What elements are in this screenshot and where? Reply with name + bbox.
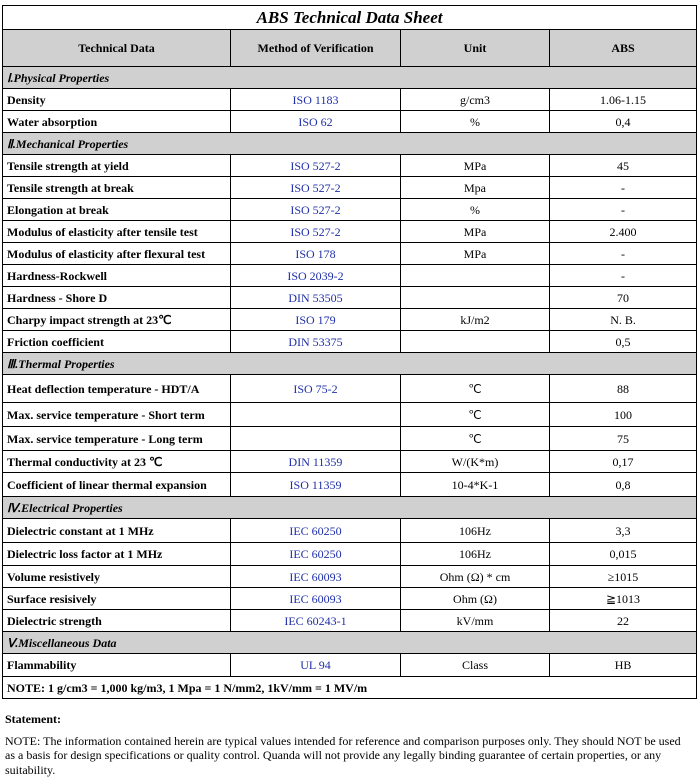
- abs-value: 0,4: [550, 111, 697, 133]
- abs-value: 0,17: [550, 451, 697, 473]
- table-row: [3, 265, 697, 287]
- property-name: Elongation at break: [3, 199, 231, 221]
- verification-method: ISO 62: [231, 111, 401, 133]
- table-row: [3, 243, 697, 265]
- table-row: [3, 473, 697, 497]
- abs-value: N. B.: [550, 309, 697, 331]
- property-name: Dielectric strength: [3, 610, 231, 632]
- table-row: [3, 519, 697, 543]
- property-name: Density: [3, 89, 231, 111]
- statement-text: NOTE: The information contained herein are typical values intended for reference and comparison purposes only. They should NOT be used as a basis for design specifications or quality control. Quanda will not provide any legally binding guarantee of certain properties, or any suitability.: [5, 733, 681, 777]
- table-row: [3, 89, 697, 111]
- verification-method: DIN 11359: [231, 451, 401, 473]
- table-row: [3, 221, 697, 243]
- property-name: Hardness-Rockwell: [3, 265, 231, 287]
- property-name: Dielectric loss factor at 1 MHz: [3, 543, 231, 566]
- unit-cell: [401, 331, 550, 353]
- sheet-title: ABS Technical Data Sheet: [3, 6, 697, 30]
- property-name: Max. service temperature - Long term: [3, 427, 231, 451]
- abs-value: 2.400: [550, 221, 697, 243]
- abs-value: 0,5: [550, 331, 697, 353]
- note-row: [3, 677, 697, 699]
- property-name: Coefficient of linear thermal expansion: [3, 473, 231, 497]
- verification-method: ISO 527-2: [231, 221, 401, 243]
- abs-value: 0,8: [550, 473, 697, 497]
- property-name: Hardness - Shore D: [3, 287, 231, 309]
- table-row: [3, 155, 697, 177]
- property-name: Heat deflection temperature - HDT/A: [3, 375, 231, 403]
- unit-cell: 10-4*K-1: [401, 473, 550, 497]
- property-name: Surface resisively: [3, 588, 231, 610]
- unit-cell: [401, 287, 550, 309]
- verification-method: UL 94: [231, 654, 401, 677]
- unit-cell: MPa: [401, 221, 550, 243]
- property-name: Flammability: [3, 654, 231, 677]
- verification-method: [231, 403, 401, 427]
- verification-method: ISO 527-2: [231, 177, 401, 199]
- abs-value: 0,015: [550, 543, 697, 566]
- verification-method: ISO 1183: [231, 89, 401, 111]
- section-title: Ⅰ.Physical Properties: [3, 67, 697, 89]
- header-method: Method of Verification: [231, 30, 401, 67]
- table-row: [3, 427, 697, 451]
- section-title: Ⅲ.Thermal Properties: [3, 353, 697, 375]
- unit-note: NOTE: 1 g/cm3 = 1,000 kg/m3, 1 Mpa = 1 N/mm2, 1kV/mm = 1 MV/m: [3, 677, 697, 699]
- verification-method: ISO 179: [231, 309, 401, 331]
- unit-cell: %: [401, 199, 550, 221]
- unit-cell: W/(K*m): [401, 451, 550, 473]
- verification-method: IEC 60250: [231, 519, 401, 543]
- title-row: [3, 6, 697, 30]
- abs-value: 3,3: [550, 519, 697, 543]
- table-row: [3, 331, 697, 353]
- unit-cell: 106Hz: [401, 543, 550, 566]
- unit-cell: Class: [401, 654, 550, 677]
- verification-method: ISO 2039-2: [231, 265, 401, 287]
- property-name: Max. service temperature - Short term: [3, 403, 231, 427]
- abs-value: 1.06-1.15: [550, 89, 697, 111]
- unit-cell: ℃: [401, 403, 550, 427]
- unit-cell: MPa: [401, 243, 550, 265]
- abs-value: -: [550, 177, 697, 199]
- verification-method: ISO 11359: [231, 473, 401, 497]
- unit-cell: kV/mm: [401, 610, 550, 632]
- header-row: [3, 30, 697, 67]
- unit-cell: kJ/m2: [401, 309, 550, 331]
- unit-cell: g/cm3: [401, 89, 550, 111]
- table-row: [3, 309, 697, 331]
- table-row: [3, 451, 697, 473]
- verification-method: ISO 527-2: [231, 155, 401, 177]
- verification-method: ISO 75-2: [231, 375, 401, 403]
- table-row: [3, 177, 697, 199]
- table-row: [3, 403, 697, 427]
- unit-cell: 106Hz: [401, 519, 550, 543]
- verification-method: ISO 527-2: [231, 199, 401, 221]
- header-abs: ABS: [550, 30, 697, 67]
- abs-value: ≧1013: [550, 588, 697, 610]
- section-row: [3, 353, 697, 375]
- verification-method: ISO 178: [231, 243, 401, 265]
- verification-method: IEC 60093: [231, 566, 401, 588]
- property-name: Modulus of elasticity after tensile test: [3, 221, 231, 243]
- unit-cell: [401, 265, 550, 287]
- abs-value: 70: [550, 287, 697, 309]
- table-row: [3, 543, 697, 566]
- property-name: Friction coefficient: [3, 331, 231, 353]
- unit-cell: Ohm (Ω): [401, 588, 550, 610]
- property-name: Tensile strength at break: [3, 177, 231, 199]
- table-row: [3, 654, 697, 677]
- abs-value: 88: [550, 375, 697, 403]
- property-name: Thermal conductivity at 23 ℃: [3, 451, 231, 473]
- table-row: [3, 588, 697, 610]
- abs-value: 100: [550, 403, 697, 427]
- verification-method: IEC 60093: [231, 588, 401, 610]
- property-name: Water absorption: [3, 111, 231, 133]
- table-row: [3, 287, 697, 309]
- table-row: [3, 199, 697, 221]
- header-unit: Unit: [401, 30, 550, 67]
- table-row: [3, 375, 697, 403]
- table-row: [3, 111, 697, 133]
- statement-title: Statement:: [5, 712, 61, 726]
- unit-cell: ℃: [401, 427, 550, 451]
- unit-cell: MPa: [401, 155, 550, 177]
- verification-method: DIN 53505: [231, 287, 401, 309]
- section-row: [3, 632, 697, 654]
- section-row: [3, 67, 697, 89]
- property-name: Tensile strength at yield: [3, 155, 231, 177]
- unit-cell: Mpa: [401, 177, 550, 199]
- property-name: Modulus of elasticity after flexural test: [3, 243, 231, 265]
- section-title: Ⅳ.Electrical Properties: [3, 497, 697, 519]
- abs-value: ≥1015: [550, 566, 697, 588]
- abs-value: 22: [550, 610, 697, 632]
- verification-method: [231, 427, 401, 451]
- property-name: Dielectric constant at 1 MHz: [3, 519, 231, 543]
- property-name: Charpy impact strength at 23℃: [3, 309, 231, 331]
- verification-method: IEC 60250: [231, 543, 401, 566]
- abs-value: -: [550, 265, 697, 287]
- header-technical-data: Technical Data: [3, 30, 231, 67]
- section-row: [3, 133, 697, 155]
- property-name: Volume resistively: [3, 566, 231, 588]
- verification-method: DIN 53375: [231, 331, 401, 353]
- statement: [5, 712, 693, 777]
- table-row: [3, 610, 697, 632]
- unit-cell: ℃: [401, 375, 550, 403]
- abs-value: HB: [550, 654, 697, 677]
- unit-cell: %: [401, 111, 550, 133]
- verification-method: IEC 60243-1: [231, 610, 401, 632]
- section-row: [3, 497, 697, 519]
- unit-cell: Ohm (Ω) * cm: [401, 566, 550, 588]
- section-title: Ⅴ.Miscellaneous Data: [3, 632, 697, 654]
- table-row: [3, 566, 697, 588]
- abs-value: -: [550, 199, 697, 221]
- data-table: [2, 5, 697, 699]
- abs-value: -: [550, 243, 697, 265]
- abs-value: 45: [550, 155, 697, 177]
- abs-value: 75: [550, 427, 697, 451]
- section-title: Ⅱ.Mechanical Properties: [3, 133, 697, 155]
